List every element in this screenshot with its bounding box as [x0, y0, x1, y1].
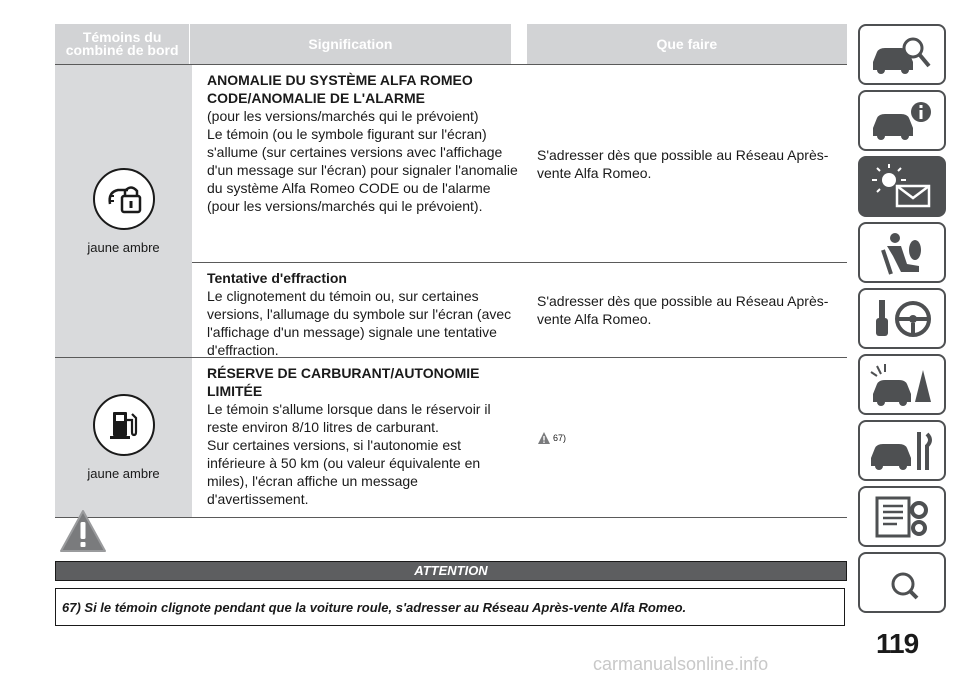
car-accident-icon: [867, 362, 937, 408]
action-cell: [527, 358, 847, 517]
warning-lights-table: [55, 24, 847, 518]
car-search-icon: [867, 32, 937, 78]
tab-car-tools[interactable]: [858, 420, 946, 481]
table-header: [55, 24, 847, 64]
tab-airbag-seat[interactable]: [858, 222, 946, 283]
tab-car-search[interactable]: [858, 24, 946, 85]
row-text: Le témoin s'allume lorsque dans le réservoir il reste environ 8/10 litres de carburant. Sur certaines versions, si l'autonomie est inférieure à 50 km (ou valeur équivalente en miles), l'écran affiche un message d'avertissement.: [207, 401, 491, 507]
signification-cell: [192, 65, 527, 262]
signification-cell: [192, 358, 527, 517]
car-info-icon: [867, 98, 937, 144]
icon-cell: [55, 65, 192, 357]
action-cell: [527, 65, 847, 262]
watermark: carmanualsonline.info: [593, 654, 769, 674]
row-title: Tentative d'effraction: [207, 270, 347, 286]
row-title: ANOMALIE DU SYSTÈME ALFA ROMEO CODE/ANOMALIE DE L'ALARME: [207, 72, 473, 106]
alfa-code-warning-icon: [93, 168, 155, 230]
table-row: [192, 263, 847, 357]
attention-heading: ATTENTION: [55, 561, 847, 581]
tab-key-steering[interactable]: [858, 288, 946, 349]
chapter-sidebar: [858, 24, 946, 618]
attention-box: [55, 588, 845, 626]
fuel-reserve-icon: [93, 394, 155, 456]
table-row: [55, 358, 847, 518]
note-reference: 67): [553, 432, 567, 443]
tab-warning-lights[interactable]: [858, 156, 946, 217]
action-cell: [527, 263, 847, 357]
key-steering-icon: [867, 296, 937, 342]
action-text: S'adresser dès que possible au Réseau Après-vente Alfa Romeo.: [537, 293, 829, 327]
car-tools-icon: [867, 428, 937, 474]
header-signification: Signification: [190, 24, 510, 64]
row-text: (pour les versions/marchés qui le prévoient) Le témoin (ou le symbole figurant sur l'écran) s'allume (sur certaines versions avec l'affichage d'un message sur l'écran) pour signaler l'anomalie du système Alfa Romeo CODE ou de l'alarme (pour les versions/marchés qui le prévoient).: [207, 108, 518, 214]
table-row-group-code: [55, 65, 847, 358]
alphabetical-index-icon: [867, 558, 937, 608]
row-title: RÉSERVE DE CARBURANT/AUTONOMIE LIMITÉE: [207, 365, 480, 399]
attention-text: 67) Si le témoin clignote pendant que la voiture roule, s'adresser au Réseau Après-vente Alfa Romeo.: [62, 599, 687, 615]
signification-cell: [192, 263, 527, 357]
warning-lights-icon: [867, 164, 937, 210]
tab-alphabetical-index[interactable]: [858, 552, 946, 613]
document-settings-icon: [867, 494, 937, 540]
tab-document-settings[interactable]: [858, 486, 946, 547]
icon-cell: [55, 358, 192, 517]
tab-car-accident[interactable]: [858, 354, 946, 415]
table-row: [192, 65, 847, 263]
header-que-faire: Que faire: [527, 24, 847, 64]
icon-color-label: jaune ambre: [87, 466, 160, 481]
tab-car-info[interactable]: [858, 90, 946, 151]
row-text: Le clignotement du témoin ou, sur certaines versions, l'allumage du symbole sur l'écran (avec l'affichage d'un message) signale une tentative d'effraction.: [207, 288, 512, 358]
warning-triangle-icon: [58, 508, 108, 554]
airbag-seat-icon: [867, 230, 937, 276]
page-number: 119: [876, 628, 919, 659]
warning-triangle-icon: [537, 431, 551, 445]
action-text: S'adresser dès que possible au Réseau Après-vente Alfa Romeo.: [537, 146, 829, 181]
icon-color-label: jaune ambre: [87, 239, 160, 255]
header-temoins: Témoins du combiné de bord: [55, 24, 189, 64]
